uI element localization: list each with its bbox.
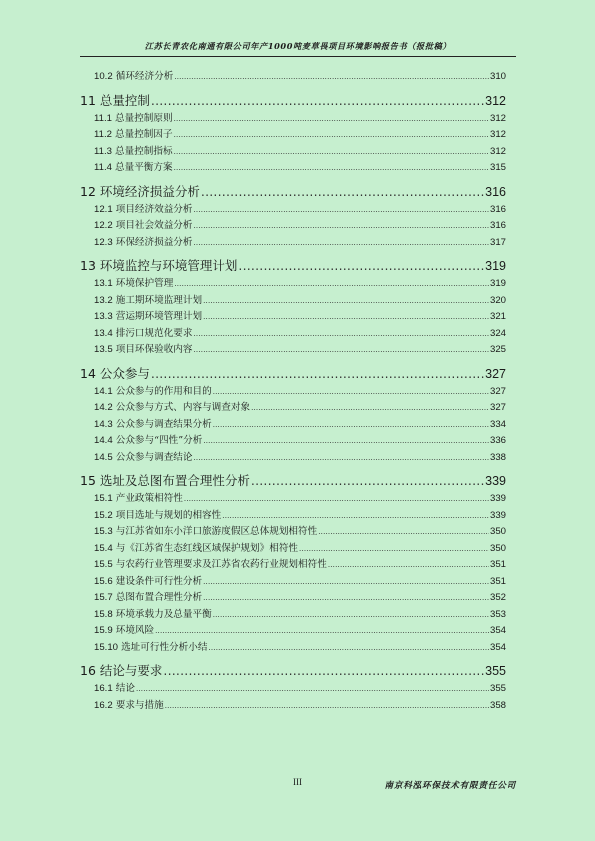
toc-entry-label [80, 661, 162, 681]
toc-section-entry[interactable] [80, 400, 506, 417]
toc-entry-page: 327 [489, 385, 506, 397]
toc-entry-number: 15.6 [94, 575, 113, 587]
toc-entry-label [94, 508, 221, 525]
toc-entry-page: 339 [489, 493, 506, 504]
toc-entry-number: 15.10 [94, 641, 119, 653]
toc-entry-label [80, 471, 250, 491]
toc-chapter-entry[interactable] [80, 661, 506, 681]
toc-entry-page: 312 [485, 93, 506, 108]
toc-entry-label [94, 491, 183, 508]
toc-entry-page: 320 [489, 294, 506, 306]
toc-entry-title: 环境保护管理 [115, 278, 174, 289]
toc-entry-page: 358 [489, 699, 506, 711]
toc-dot-leader [203, 433, 489, 450]
toc-entry-number: 12.2 [94, 220, 113, 231]
toc-entry-title: 排污口规范化要求 [115, 327, 193, 339]
toc-dot-leader [151, 364, 484, 384]
toc-section-entry[interactable] [80, 590, 506, 607]
toc-dot-leader [165, 698, 489, 715]
toc-section-entry[interactable] [80, 450, 506, 467]
toc-entry-label [94, 127, 173, 144]
toc-entry-label [94, 384, 212, 401]
toc-section-entry[interactable] [80, 160, 506, 177]
toc-dot-leader [203, 293, 489, 310]
toc-entry-title: 选址可行性分析小结 [121, 641, 208, 653]
toc-dot-leader [194, 235, 489, 252]
toc-entry-title: 与《江苏省生态红线区域保护规划》相符性 [115, 542, 299, 554]
toc-entry-page: 351 [489, 575, 506, 587]
toc-section-entry[interactable] [80, 69, 506, 86]
toc-dot-leader [174, 69, 489, 86]
toc-entry-number: 11.4 [94, 162, 112, 173]
toc-entry-title: 结论与要求 [99, 663, 163, 678]
toc-entry-title: 建设条件可行性分析 [115, 575, 203, 587]
toc-entry-label [94, 433, 202, 450]
toc-section-entry[interactable] [80, 524, 506, 541]
toc-entry-page: 354 [489, 625, 506, 636]
toc-entry-label [94, 160, 173, 177]
toc-section-entry[interactable] [80, 607, 506, 624]
toc-section-entry[interactable] [80, 342, 506, 359]
toc-dot-leader [328, 557, 489, 574]
toc-dot-leader [174, 144, 489, 161]
toc-entry-page: 316 [485, 184, 506, 199]
toc-dot-leader [194, 450, 489, 467]
toc-entry-number: 16.2 [94, 699, 113, 711]
toc-section-entry[interactable] [80, 623, 506, 640]
toc-entry-number: 13.2 [94, 294, 113, 306]
toc-entry-number: 11.2 [94, 129, 112, 140]
toc-entry-label [94, 309, 202, 326]
toc-entry-page: 327 [485, 366, 506, 381]
toc-entry-page: 350 [489, 526, 506, 537]
toc-entry-page: 353 [489, 608, 506, 620]
toc-entry-page: 321 [489, 311, 506, 322]
toc-entry-title: 公众参与调查结论 [115, 451, 193, 463]
toc-dot-leader [194, 218, 489, 235]
toc-entry-label [94, 574, 202, 591]
toc-entry-title: 总量控制 [99, 92, 150, 108]
toc-dot-leader [174, 127, 489, 144]
toc-entry-title: 总量控制因子 [115, 129, 173, 140]
toc-dot-leader [184, 491, 489, 508]
toc-entry-page: 324 [489, 327, 506, 339]
toc-chapter-entry[interactable] [80, 182, 506, 202]
toc-entry-number: 12 [80, 183, 96, 199]
toc-entry-number: 13.3 [94, 311, 113, 322]
toc-entry-title: 公众参与调查结果分析 [115, 418, 212, 430]
toc-entry-title: 选址及总图布置合理性分析 [99, 473, 250, 488]
toc-entry-number: 16.1 [94, 683, 113, 694]
toc-section-entry[interactable] [80, 541, 506, 558]
toc-dot-leader [194, 202, 489, 219]
toc-dot-leader [251, 471, 484, 491]
toc-entry-page: 350 [489, 542, 506, 554]
toc-entry-number: 15.5 [94, 559, 113, 570]
toc-entry-label [94, 144, 173, 161]
toc-entry-title: 施工期环境监理计划 [115, 294, 203, 306]
toc-entry-page: 312 [489, 145, 506, 157]
header-rule [80, 56, 516, 57]
toc-entry-title: 环境监控与环境管理计划 [99, 258, 238, 273]
toc-section-entry[interactable] [80, 557, 506, 574]
toc-entry-title: 结论 [115, 683, 135, 694]
toc-entry-label [94, 524, 317, 541]
toc-dot-leader [203, 309, 489, 326]
toc-dot-leader [251, 400, 489, 417]
toc-entry-label [80, 364, 150, 384]
toc-dot-leader [222, 508, 489, 525]
toc-entry-label [94, 235, 193, 252]
toc-section-entry[interactable] [80, 508, 506, 525]
toc-entry-number: 11.1 [94, 112, 112, 124]
toc-entry-title: 总量控制指标 [115, 145, 173, 157]
toc-section-entry[interactable] [80, 640, 506, 657]
toc-entry-label [80, 256, 237, 276]
toc-entry-page: 351 [489, 559, 506, 570]
toc-entry-title: 公众参与 [99, 365, 150, 381]
footer-company: 南京科泓环保技术有限责任公司 [384, 781, 516, 791]
toc-dot-leader [203, 590, 489, 607]
toc-entry-label [94, 698, 164, 715]
toc-entry-number: 15.1 [94, 493, 113, 504]
toc-entry-title: 项目选址与规划的相容性 [115, 509, 222, 521]
toc-entry-page: 312 [489, 112, 506, 124]
toc-entry-label [94, 681, 135, 698]
toc-entry-number: 15.2 [94, 509, 113, 521]
toc-entry-number: 11.3 [94, 145, 112, 157]
toc-entry-title: 项目经济效益分析 [115, 203, 193, 215]
toc-entry-number: 15.4 [94, 542, 113, 554]
toc-section-entry[interactable] [80, 384, 506, 401]
toc-section-entry[interactable] [80, 218, 506, 235]
toc-entry-page: 315 [489, 162, 506, 173]
toc-section-entry[interactable] [80, 202, 506, 219]
toc-chapter-entry[interactable] [80, 91, 506, 111]
toc-section-entry[interactable] [80, 309, 506, 326]
toc-entry-label [94, 202, 193, 219]
toc-dot-leader [213, 417, 489, 434]
toc-entry-page: 339 [489, 509, 506, 521]
toc-dot-leader [201, 182, 484, 202]
toc-dot-leader [299, 541, 489, 558]
toc-section-entry[interactable] [80, 433, 506, 450]
toc-entry-page: 319 [489, 278, 506, 289]
toc-entry-title: 与江苏省如东小洋口旅游度假区总体规划相符性 [115, 526, 318, 537]
table-of-contents [80, 69, 506, 714]
toc-entry-number: 15.7 [94, 592, 113, 603]
toc-entry-label [80, 91, 150, 111]
toc-entry-page: 334 [489, 418, 506, 430]
toc-entry-label [94, 640, 207, 657]
toc-entry-page: 352 [489, 592, 506, 603]
toc-entry-label [94, 623, 154, 640]
toc-entry-page: 319 [485, 259, 506, 273]
toc-section-entry[interactable] [80, 574, 506, 591]
toc-entry-number: 16 [80, 663, 96, 678]
toc-entry-number: 15.8 [94, 608, 113, 620]
toc-entry-number: 14.3 [94, 418, 113, 430]
toc-entry-number: 14.1 [94, 385, 113, 397]
toc-entry-title: 营运期环境管理计划 [115, 311, 203, 322]
toc-entry-page: 316 [489, 203, 506, 215]
toc-section-entry[interactable] [80, 276, 506, 293]
toc-dot-leader [238, 256, 484, 276]
toc-entry-label [94, 276, 173, 293]
toc-entry-title: 循环经济分析 [115, 71, 174, 82]
toc-entry-number: 12.3 [94, 236, 113, 248]
toc-entry-number: 14 [80, 365, 96, 381]
toc-entry-number: 13.4 [94, 327, 113, 339]
toc-entry-page: 354 [489, 641, 506, 653]
toc-entry-label [94, 607, 212, 624]
toc-entry-number: 15.9 [94, 625, 113, 636]
toc-entry-number: 11 [80, 92, 96, 108]
toc-entry-label [94, 557, 327, 574]
toc-entry-title: 总量平衡方案 [115, 162, 173, 173]
toc-entry-title: 公众参与的作用和目的 [115, 385, 212, 397]
toc-entry-number: 15.3 [94, 526, 113, 537]
toc-entry-page: 336 [489, 435, 506, 446]
toc-entry-label [94, 218, 193, 235]
toc-entry-label [94, 342, 193, 359]
toc-section-entry[interactable] [80, 144, 506, 161]
toc-entry-title: 与农药行业管理要求及江苏省农药行业规划相符性 [115, 559, 327, 570]
running-header: 江苏长青农化南通有限公司年产1000吨麦草畏项目环境影响报告书（报批稿） [144, 41, 452, 51]
toc-dot-leader [203, 574, 489, 591]
toc-entry-page: 355 [485, 664, 506, 678]
toc-section-entry[interactable] [80, 698, 506, 715]
toc-entry-number: 13.5 [94, 344, 113, 355]
toc-entry-page: 339 [485, 474, 506, 488]
toc-entry-title: 环境风险 [115, 625, 155, 636]
toc-section-entry[interactable] [80, 235, 506, 252]
toc-entry-label [94, 450, 193, 467]
toc-dot-leader [194, 342, 489, 359]
toc-dot-leader [213, 384, 489, 401]
toc-chapter-entry[interactable] [80, 364, 506, 384]
toc-entry-label [94, 111, 173, 128]
toc-section-entry[interactable] [80, 491, 506, 508]
toc-entry-page: 338 [489, 451, 506, 463]
toc-entry-title: 项目社会效益分析 [115, 220, 193, 231]
toc-dot-leader [174, 160, 489, 177]
toc-entry-title: 产业政策相符性 [115, 493, 183, 504]
toc-entry-title: 环境经济损益分析 [99, 183, 200, 199]
toc-dot-leader [155, 623, 489, 640]
toc-entry-page: 310 [489, 71, 506, 82]
toc-entry-label [94, 417, 212, 434]
page-number: III [293, 777, 302, 787]
toc-section-entry[interactable] [80, 681, 506, 698]
toc-dot-leader [194, 326, 489, 343]
toc-entry-label [80, 182, 200, 202]
toc-dot-leader [151, 91, 484, 111]
toc-entry-title: 总图布置合理性分析 [115, 592, 203, 603]
toc-section-entry[interactable] [80, 417, 506, 434]
toc-entry-number: 14.2 [94, 402, 113, 413]
toc-entry-title: 要求与措施 [115, 699, 164, 711]
toc-dot-leader [136, 681, 489, 698]
toc-entry-page: 316 [489, 220, 506, 231]
toc-entry-number: 15 [80, 473, 96, 488]
toc-entry-label [94, 69, 173, 86]
toc-entry-page: 355 [489, 683, 506, 694]
toc-entry-title: 环境承载力及总量平衡 [115, 608, 212, 620]
toc-dot-leader [174, 111, 489, 128]
toc-entry-number: 13 [80, 258, 96, 273]
toc-entry-number: 12.1 [94, 203, 113, 215]
toc-entry-title: 公众参与“四性”分析 [115, 435, 203, 446]
toc-entry-title: 项目环保验收内容 [115, 344, 193, 355]
toc-section-entry[interactable] [80, 111, 506, 128]
toc-entry-number: 14.4 [94, 435, 113, 446]
toc-entry-label [94, 400, 250, 417]
toc-entry-number: 13.1 [94, 278, 113, 289]
toc-dot-leader [174, 276, 489, 293]
toc-section-entry[interactable] [80, 127, 506, 144]
toc-entry-page: 327 [489, 402, 506, 413]
toc-entry-page: 312 [489, 129, 506, 140]
toc-entry-label [94, 293, 202, 310]
toc-entry-number: 14.5 [94, 451, 113, 463]
toc-entry-title: 公众参与方式、内容与调查对象 [115, 402, 251, 413]
toc-dot-leader [318, 524, 489, 541]
toc-entry-label [94, 590, 202, 607]
toc-entry-label [94, 541, 298, 558]
toc-dot-leader [213, 607, 489, 624]
toc-chapter-entry[interactable] [80, 471, 506, 491]
toc-dot-leader [163, 661, 484, 681]
toc-entry-page: 325 [489, 344, 506, 355]
toc-entry-number: 10.2 [94, 71, 113, 82]
toc-section-entry[interactable] [80, 293, 506, 310]
toc-section-entry[interactable] [80, 326, 506, 343]
toc-dot-leader [208, 640, 489, 657]
toc-chapter-entry[interactable] [80, 256, 506, 276]
toc-entry-page: 317 [489, 236, 506, 248]
toc-entry-label [94, 326, 193, 343]
toc-entry-title: 总量控制原则 [115, 112, 173, 124]
toc-entry-title: 环保经济损益分析 [115, 236, 193, 248]
